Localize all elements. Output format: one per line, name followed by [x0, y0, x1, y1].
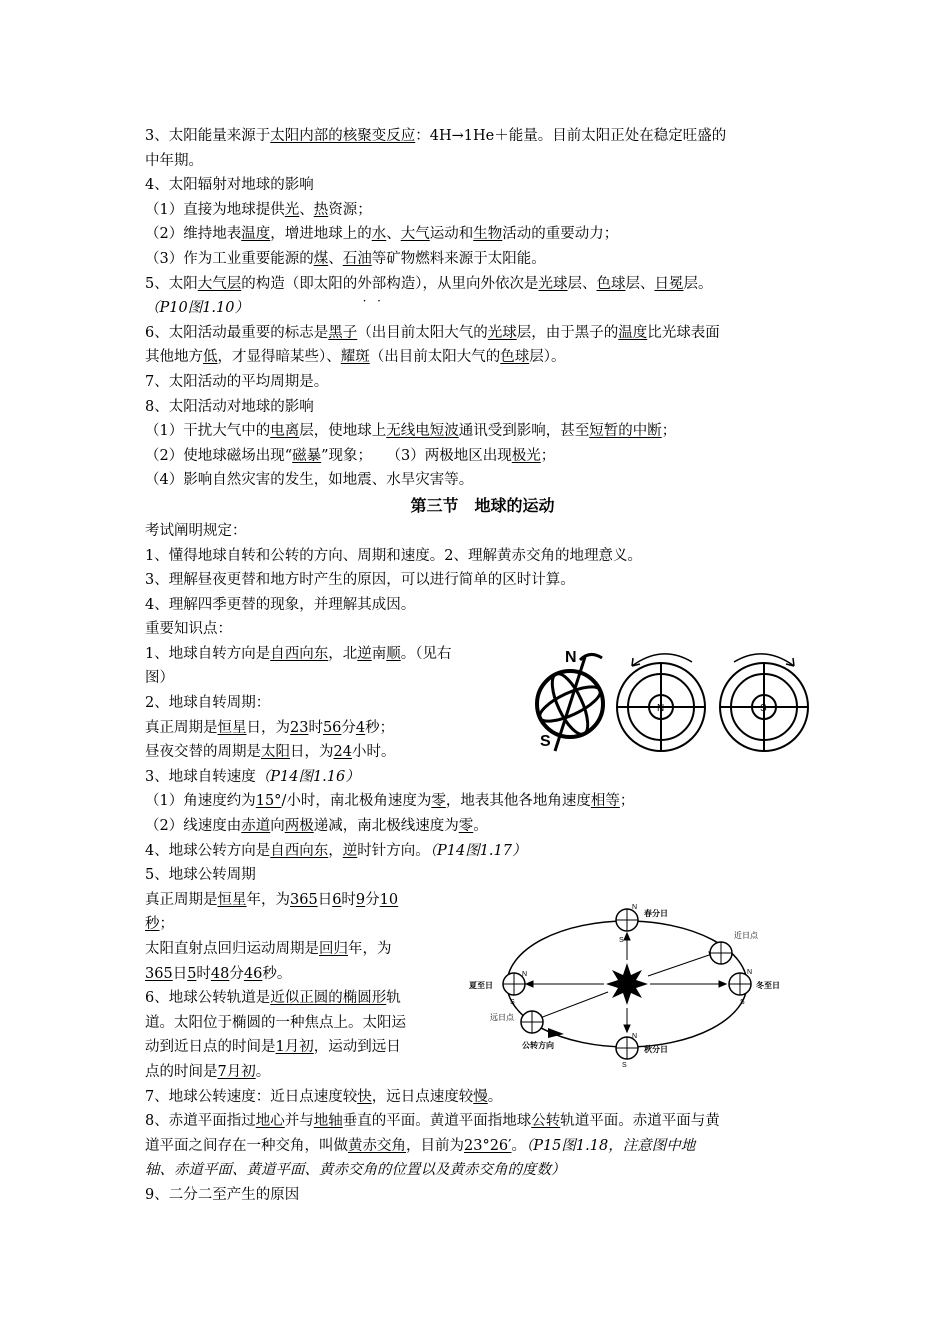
text-run: 年，为 — [348, 941, 392, 957]
text-run: 。 — [511, 1137, 526, 1154]
text-run: 2、地球自转周期： — [145, 695, 271, 712]
text-line — [145, 149, 820, 174]
text-run: 点的时间是 — [145, 1063, 218, 1080]
text-run: 层）。 — [529, 349, 566, 366]
text-run: ，运动到远日 — [313, 1039, 401, 1056]
text-run: 第三节 地球的运动 — [410, 495, 555, 515]
text-run: （4）影响自然灾害的发生，如地震、水旱灾害等。 — [145, 472, 474, 489]
text-run: （2）使地球磁场出现“ — [145, 447, 293, 464]
underlined-answer: 黑子 — [328, 324, 358, 341]
underlined-answer: 15° — [255, 793, 282, 810]
text-line — [145, 519, 820, 544]
underlined-answer: 零 — [431, 793, 446, 810]
text-run: ； — [661, 423, 677, 440]
underlined-answer: 23°26′ — [464, 1137, 512, 1154]
underlined-answer: 磁暴 — [292, 447, 322, 464]
underlined-answer: 秒 — [145, 916, 160, 933]
text-run: 、 — [299, 201, 314, 218]
text-run: ，远日点速度较 — [371, 1088, 474, 1105]
underlined-answer: 光球 — [487, 324, 517, 341]
text-run: ； — [159, 916, 174, 933]
text-line — [145, 1035, 455, 1060]
text-line — [145, 1183, 820, 1208]
text-line — [145, 937, 455, 962]
text-line — [145, 198, 820, 223]
figure-reference: （P10图1.10） — [145, 300, 249, 317]
underlined-answer: 公转 — [531, 1113, 561, 1130]
text-run: 等矿物燃料来源于太阳能。 — [371, 250, 546, 267]
text-run: 6、地球公转轨道是 — [145, 990, 271, 1007]
text-run: 递减，南北极线速度为 — [313, 818, 459, 835]
summer-solstice-label: 夏至日 — [469, 981, 493, 990]
text-line — [145, 296, 820, 321]
text-run: 分 — [365, 891, 380, 908]
text-run: （2）线速度由 — [145, 818, 242, 835]
text-run: 时 — [341, 891, 356, 908]
underlined-answer: 46 — [243, 965, 263, 982]
text-line — [145, 839, 820, 864]
text-run: ，北 — [328, 645, 358, 662]
underlined-answer: 地轴 — [313, 1113, 343, 1130]
text-run: 重要知识点： — [145, 621, 232, 638]
emphasis-dot-char: 部 — [371, 275, 387, 292]
text-run: 向 — [270, 818, 285, 835]
underlined-answer: 太阳内部的核聚变反应 — [270, 128, 416, 144]
text-run: 8、太阳活动对地球的影响 — [145, 398, 314, 415]
text-run: /小时，南北极角速度为 — [281, 793, 432, 810]
text-line — [145, 568, 820, 593]
text-line — [145, 1109, 820, 1134]
underlined-answer: 恒星 — [217, 891, 247, 908]
underlined-answer: 地心 — [255, 1113, 285, 1130]
text-run: 3、地球自转速度 — [145, 768, 256, 785]
text-run: ，增进地球上的 — [270, 226, 372, 243]
s-label: S — [619, 937, 624, 944]
text-line — [145, 740, 455, 765]
underlined-answer: 4 — [355, 719, 366, 736]
text-line — [145, 666, 455, 691]
text-line — [145, 691, 455, 716]
text-line — [145, 222, 820, 247]
underlined-answer: 10 — [379, 891, 399, 908]
underlined-answer: 9 — [355, 891, 366, 908]
text-run: 、 — [386, 226, 401, 243]
text-run: （出目前太阳大气的 — [357, 324, 488, 341]
text-run: 7、地球公转速度：近日点速度较 — [145, 1088, 358, 1105]
text-run: 。（见右 — [400, 645, 452, 662]
text-line — [145, 888, 455, 913]
text-run: 7、太阳活动的平均周期是。 — [145, 373, 329, 390]
text-line — [145, 247, 820, 272]
text-line — [145, 345, 820, 370]
text-line — [145, 716, 455, 741]
n-label: N — [632, 1033, 638, 1040]
underlined-answer: 温度 — [241, 226, 271, 243]
text-line — [145, 642, 455, 667]
text-run: 3、理解昼夜更替和地方时产生的原因，可以进行简单的区时计算。 — [145, 572, 575, 589]
underlined-answer: 水 — [371, 226, 387, 243]
text-line — [145, 468, 820, 493]
text-line — [145, 814, 820, 839]
north-pole-label: N — [657, 703, 665, 714]
figure-reference: （P14图1.17） — [429, 842, 527, 859]
aphelion-label: 远日点 — [490, 1013, 514, 1022]
text-line — [145, 1011, 455, 1036]
text-run: 比光球表面 — [647, 324, 720, 341]
text-run: 3、太阳能量来源于 — [145, 128, 271, 144]
underlined-answer: 日冕 — [654, 275, 684, 292]
underlined-answer: 6 — [332, 891, 342, 908]
text-run: 。 — [487, 1088, 503, 1105]
underlined-answer: 低 — [203, 349, 218, 366]
underlined-answer: 24 — [333, 744, 352, 761]
text-run: 日 — [317, 891, 333, 908]
underlined-answer: 顺 — [386, 645, 401, 662]
revolution-direction-label: 公转方向 — [522, 1041, 554, 1050]
underlined-answer: 石油 — [342, 250, 372, 267]
underlined-answer: 恒星 — [217, 719, 247, 736]
text-run: 年，为 — [246, 891, 290, 908]
text-run: 4、太阳辐射对地球的影响 — [145, 177, 314, 194]
text-run: 考试阐明规定： — [145, 522, 247, 539]
underlined-answer: 极光 — [511, 447, 541, 464]
text-run: 日 — [172, 965, 188, 982]
underlined-answer: 光 — [284, 201, 300, 218]
text-run: 秒； — [365, 719, 395, 736]
underlined-answer: 大气层 — [197, 275, 242, 292]
underlined-answer: 自西向东 — [270, 645, 329, 662]
text-run: 1、懂得地球自转和公转的方向、周期和速度。2、理解黄赤交角的地理意义。 — [145, 547, 642, 564]
text-run: 其他地方 — [145, 349, 203, 366]
s-label: S — [740, 999, 745, 1006]
text-run: 昼夜交替的周期是 — [145, 744, 261, 761]
text-run: 中年期。 — [145, 152, 203, 169]
s-label: S — [510, 999, 515, 1006]
underlined-answer: 太阳 — [261, 744, 290, 761]
text-run: 通讯受到影响，甚至 — [458, 423, 590, 440]
underlined-answer: 赤道 — [241, 818, 271, 835]
underlined-answer: 煤 — [313, 250, 329, 267]
text-run: 轨道平面。赤道平面与黄 — [560, 1113, 720, 1130]
text-run: 6、太阳活动最重要的标志是 — [145, 324, 329, 341]
text-run: 5、地球公转周期 — [145, 867, 256, 884]
text-run: 5、太阳 — [145, 275, 198, 292]
text-run: 层，由于黑子的 — [516, 324, 619, 341]
text-run: 层、 — [625, 275, 655, 292]
text-run: （1）直接为地球提供 — [145, 201, 285, 218]
underlined-answer: 23 — [290, 719, 309, 736]
underlined-answer: 色球 — [596, 275, 626, 292]
underlined-answer: 7月初 — [217, 1063, 256, 1080]
text-line — [145, 593, 820, 618]
underlined-answer: 逆 — [342, 842, 358, 859]
n-label: N — [632, 904, 638, 911]
text-run: 分 — [229, 965, 244, 982]
text-run: 层，使地球上 — [299, 423, 387, 440]
underlined-answer: 色球 — [500, 349, 530, 366]
text-line — [145, 173, 820, 198]
rotation-figure — [532, 640, 812, 752]
text-run: ； — [619, 793, 635, 810]
text-run: （1）干扰大气中的 — [145, 423, 271, 440]
text-line — [145, 544, 820, 569]
text-run: 道平面之间存在一种交角，叫做 — [145, 1137, 348, 1154]
text-run: （2）维持地表 — [145, 226, 242, 243]
text-run: 日，为 — [246, 719, 290, 736]
text-line — [145, 765, 820, 790]
text-run: （3）作为工业重要能源的 — [145, 250, 314, 267]
section-heading — [145, 493, 820, 519]
winter-solstice-label: 冬至日 — [756, 981, 780, 990]
underlined-answer: 生物 — [473, 226, 503, 243]
perihelion-label: 近日点 — [734, 931, 758, 940]
underlined-answer: 无线电短波 — [386, 423, 459, 440]
text-run: 南 — [371, 645, 387, 662]
text-run: 时 — [308, 719, 323, 736]
text-run: 小时。 — [351, 744, 396, 761]
underlined-answer: 零 — [458, 818, 474, 835]
text-run: ，地表其他各地角速度 — [445, 793, 591, 810]
underlined-answer: 56 — [322, 719, 342, 736]
text-run: ，目前为 — [406, 1137, 464, 1154]
underlined-answer: 5 — [187, 965, 197, 982]
text-run: （1）角速度约为 — [145, 793, 256, 810]
underlined-answer: 自西向东 — [270, 842, 329, 859]
underlined-answer: 1月初 — [275, 1039, 314, 1056]
text-run: 1、地球自转方向是 — [145, 645, 271, 662]
text-run: 的构造（即太阳的 — [241, 275, 358, 292]
underlined-answer: 大气 — [400, 226, 430, 243]
text-run: 真正周期是 — [145, 719, 218, 736]
sun-icon — [606, 963, 648, 1005]
south-pole-label: S — [760, 703, 767, 714]
text-run: 日，为 — [290, 744, 334, 761]
text-line — [145, 419, 820, 444]
underlined-answer: 近似正圆的椭圆形 — [270, 990, 387, 1007]
text-line — [145, 1134, 820, 1159]
underlined-answer: 光球 — [538, 275, 568, 292]
text-run: 轨 — [386, 990, 401, 1007]
text-run: 4、地球公转方向是 — [145, 842, 271, 859]
text-run: 秒。 — [262, 965, 292, 982]
underlined-answer: 黄赤交角 — [348, 1137, 406, 1154]
underlined-answer: 365 — [145, 965, 173, 982]
underlined-answer: 短暂的中断 — [589, 423, 662, 440]
text-run: 构造），从里向外依次是 — [386, 275, 539, 292]
globe-s-label: S — [540, 733, 551, 750]
text-run: 层、 — [567, 275, 597, 292]
text-line — [145, 1085, 820, 1110]
underlined-answer: 热 — [313, 201, 329, 218]
text-line — [145, 617, 820, 642]
text-line — [145, 321, 820, 346]
underlined-answer: 温度 — [618, 324, 648, 341]
globe-n-label: N — [565, 649, 577, 666]
text-line — [145, 370, 820, 395]
text-line — [145, 272, 820, 297]
text-run: 动到近日点的时间是 — [145, 1039, 276, 1056]
text-line — [145, 444, 820, 469]
text-line — [145, 863, 820, 888]
text-run: 太阳直射点回归运动周期是 — [145, 941, 319, 957]
underlined-answer: 快 — [357, 1088, 372, 1105]
text-line — [145, 1158, 820, 1183]
text-run: 时针方向。 — [357, 842, 430, 859]
underlined-answer: 48 — [210, 965, 230, 982]
text-run: 道。太阳位于椭圆的一种焦点上。太阳运 — [145, 1014, 406, 1031]
text-run: 层。 — [683, 275, 713, 292]
text-line — [145, 124, 820, 149]
underlined-answer: 365 — [290, 891, 318, 908]
underlined-answer: 慢 — [473, 1088, 488, 1105]
text-run: 、 — [328, 250, 343, 267]
text-run: 时 — [196, 965, 211, 982]
text-run: 图） — [145, 670, 174, 687]
text-run: 活动的重要动力； — [502, 226, 619, 243]
text-run: 真正周期是 — [145, 891, 218, 908]
text-run: 分 — [341, 719, 356, 736]
text-run: ， — [328, 842, 343, 859]
underlined-answer: 耀斑 — [340, 349, 370, 366]
text-run: 8、赤道平面指过 — [145, 1113, 256, 1130]
underlined-answer: 回归 — [319, 941, 348, 957]
text-run: ”现象； （3）两极地区出现 — [321, 447, 512, 464]
text-run: ，才显得暗某些）、 — [217, 349, 341, 366]
revolution-figure — [464, 900, 780, 1069]
text-line — [145, 986, 455, 1011]
s-label: S — [622, 1062, 627, 1069]
n-label: N — [747, 969, 753, 976]
text-run: 并与 — [284, 1113, 314, 1130]
text-line — [145, 395, 820, 420]
underlined-answer: 相等 — [590, 793, 620, 810]
autumn-equinox-label: 秋分日 — [644, 1045, 668, 1054]
emphasis-dot-char: 外 — [357, 275, 372, 292]
n-label: N — [522, 971, 528, 978]
text-run: 4、理解四季更替的现象，并理解其成因。 — [145, 596, 416, 613]
figure-reference: （P14图1.16） — [255, 768, 360, 785]
text-run: 。 — [255, 1063, 271, 1080]
underlined-answer: 两极 — [284, 818, 314, 835]
spring-equinox-label: 春分日 — [644, 909, 668, 918]
text-line — [145, 912, 455, 937]
text-run: ：4H→1He＋能量。目前太阳正处在稳定旺盛的 — [415, 128, 727, 144]
figure-reference: （P15图1.18，注意图中地 — [525, 1137, 696, 1154]
underlined-answer: 逆 — [357, 645, 372, 662]
text-run: 垂直的平面。黄道平面指地球 — [342, 1113, 532, 1130]
underlined-answer: 电离 — [270, 423, 300, 440]
text-line — [145, 789, 820, 814]
text-line — [145, 962, 455, 987]
figure-reference: 轴、赤道平面、黄道平面、黄赤交角的位置以及黄赤交角的度数） — [145, 1162, 566, 1179]
text-run: 资源； — [328, 201, 372, 218]
text-run: 运动和 — [429, 226, 474, 243]
text-line — [145, 1060, 455, 1085]
text-run: 。 — [473, 818, 488, 835]
text-run: 9、二分二至产生的原因 — [145, 1186, 300, 1203]
text-run: ； — [540, 447, 556, 464]
text-run: （出目前太阳大气的 — [369, 349, 501, 366]
